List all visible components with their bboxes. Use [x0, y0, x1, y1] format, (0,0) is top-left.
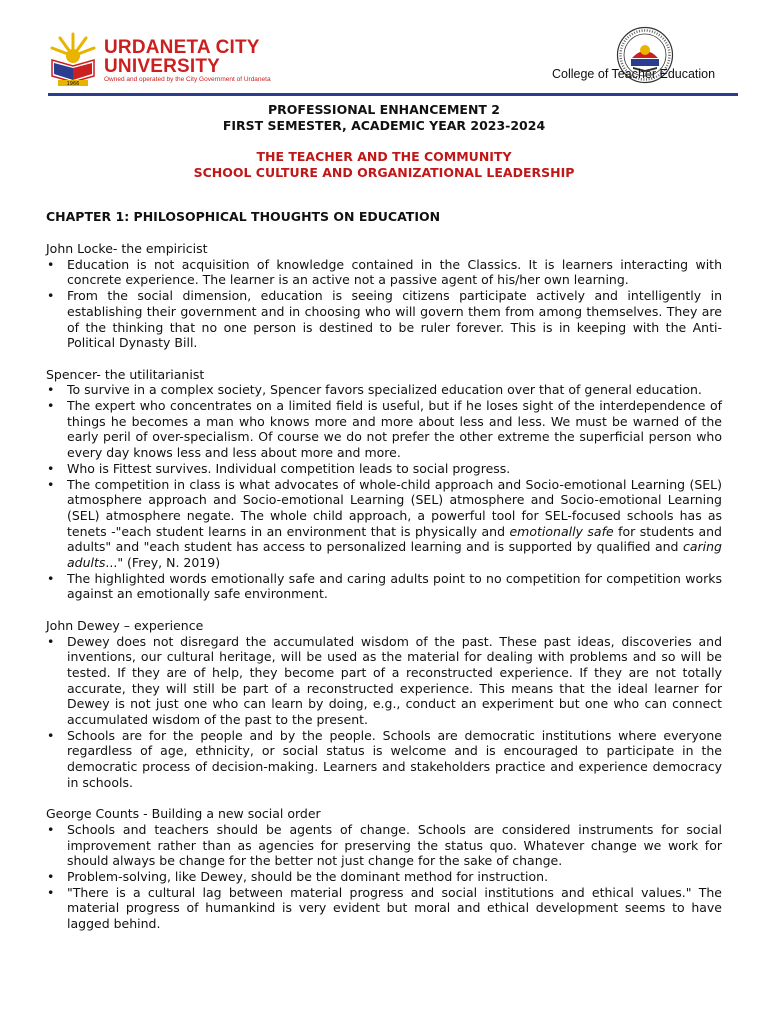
- section-spencer: [46, 367, 722, 603]
- list-item: • Problem-solving, like Dewey, should be the dominant method for instruction.: [46, 869, 722, 885]
- university-crest-icon: [48, 30, 98, 86]
- list-item: • The highlighted words emotionally safe and caring adults point to no competition for competition works against an emotionally safe environment.: [46, 571, 722, 602]
- list-item: • Who is Fittest survives. Individual competition leads to social progress.: [46, 461, 722, 477]
- list-item: • Education is not acquisition of knowledge contained in the Classics. It is learners interacting with concrete experience. The learner is an active not a passive agent of his/her own learning.: [46, 257, 722, 288]
- sel-text-3: ..." (Frey, N. 2019): [105, 555, 221, 571]
- emphasis-emotionally-safe: emotionally safe: [509, 523, 614, 539]
- list-item: • To survive in a complex society, Spencer favors specialized education over that of general education.: [46, 382, 722, 398]
- section-locke: [46, 241, 722, 351]
- sel-text-1: The competition in class is what advocates of whole-child approach and Socio-emotional Learning (SEL) atmosphere approach and Socio-emotional Learning (SEL) atmosphere and Socio-emotional Learning (SEL) atmosphere negate. The whole child approach, a powerful tool for SEL-focused schools has as tenets -"each student learns in an environment that is physically and: [67, 476, 722, 539]
- subject-line-1: THE TEACHER AND THE COMMUNITY: [256, 149, 512, 164]
- list-item: • From the social dimension, education is seeing citizens participate actively and intelligently in establishing their government and in choosing who will govern them from among themselves. They are of the thinking that no one person is destined to be ruler forever. This is in keeping with the Anti-Political Dynasty Bill.: [46, 288, 722, 351]
- section-heading: Spencer- the utilitarianist: [46, 366, 205, 382]
- section-dewey: [46, 618, 722, 791]
- header-divider: [48, 93, 738, 96]
- list-item: • Dewey does not disregard the accumulated wisdom of the past. These past ideas, discoveries and inventions, our cultural heritage, will be used as the material for dealing with problems and so will be tested. If they are of help, they become part of a reconstructed experience. If they are not totally accurate, they will still be part of a reconstructed experience. This means that the ideal learner for Dewey is not just one who can learn by doing, e.g., conduct an experiment but one who can connect accumulated wisdom of the past to the present.: [46, 634, 722, 728]
- section-heading: John Dewey – experience: [46, 617, 204, 633]
- section-counts: [46, 806, 722, 932]
- subject-line-2: SCHOOL CULTURE AND ORGANIZATIONAL LEADERSHIP: [193, 165, 575, 180]
- list-item: • "There is a cultural lag between material progress and social institutions and ethical values." The material progress of humankind is very evident but moral and ethical development seems to have lagged behind.: [46, 885, 722, 932]
- college-name: College of Teacher Education: [552, 67, 716, 81]
- bullet-list: [46, 257, 722, 351]
- course-term: FIRST SEMESTER, ACADEMIC YEAR 2023-2024: [222, 118, 546, 133]
- university-logo-block: [48, 30, 348, 88]
- university-subtitle: Owned and operated by the City Government of Urdaneta: [104, 76, 271, 83]
- university-name-line1: URDANETA CITY: [104, 37, 260, 58]
- course-title: PROFESSIONAL ENHANCEMENT 2: [268, 102, 500, 117]
- bullet-list: [46, 634, 722, 791]
- emphasis-caring-adults: caring adults: [67, 539, 722, 571]
- list-item-sel: [46, 477, 722, 571]
- sel-text-2: for students and adults" and "each student has access to personalized learning and is supported by qualified and: [67, 523, 722, 555]
- university-name-line2: UNIVERSITY: [104, 56, 221, 77]
- section-heading: John Locke- the empiricist: [46, 241, 208, 256]
- bullet-list: [46, 382, 722, 602]
- university-name: [104, 38, 260, 76]
- subject-title-block: [0, 149, 768, 181]
- list-item: • Schools are for the people and by the people. Schools are democratic institutions where everyone regardless of age, ethnicity, or social status is welcome and is encouraged to participate in the democratic process of decision-making. Learners and stakeholders practice and experience democracy in schools.: [46, 728, 722, 791]
- bullet-list: [46, 822, 722, 932]
- crest-year: 1966: [66, 81, 80, 86]
- chapter-heading: CHAPTER 1: PHILOSOPHICAL THOUGHTS ON EDUCATION: [46, 209, 441, 224]
- section-heading: George Counts - Building a new social order: [46, 806, 321, 822]
- list-item: • Schools and teachers should be agents of change. Schools are considered instruments for social improvement rather than as agencies for preserving the status quo. Whatever change we work for should always be change for the better not just change for the sake of change.: [46, 822, 722, 869]
- list-item: • The expert who concentrates on a limited field is useful, but if he loses sight of the interdependence of things he becomes a man who knows more and more about less and less. We must be warned of the early peril of over-specialism. Of course we do not prefer the other extreme the superficial person who every day knows less and less about more and more.: [46, 398, 722, 461]
- course-title-block: [0, 102, 768, 134]
- document-body: [46, 241, 722, 948]
